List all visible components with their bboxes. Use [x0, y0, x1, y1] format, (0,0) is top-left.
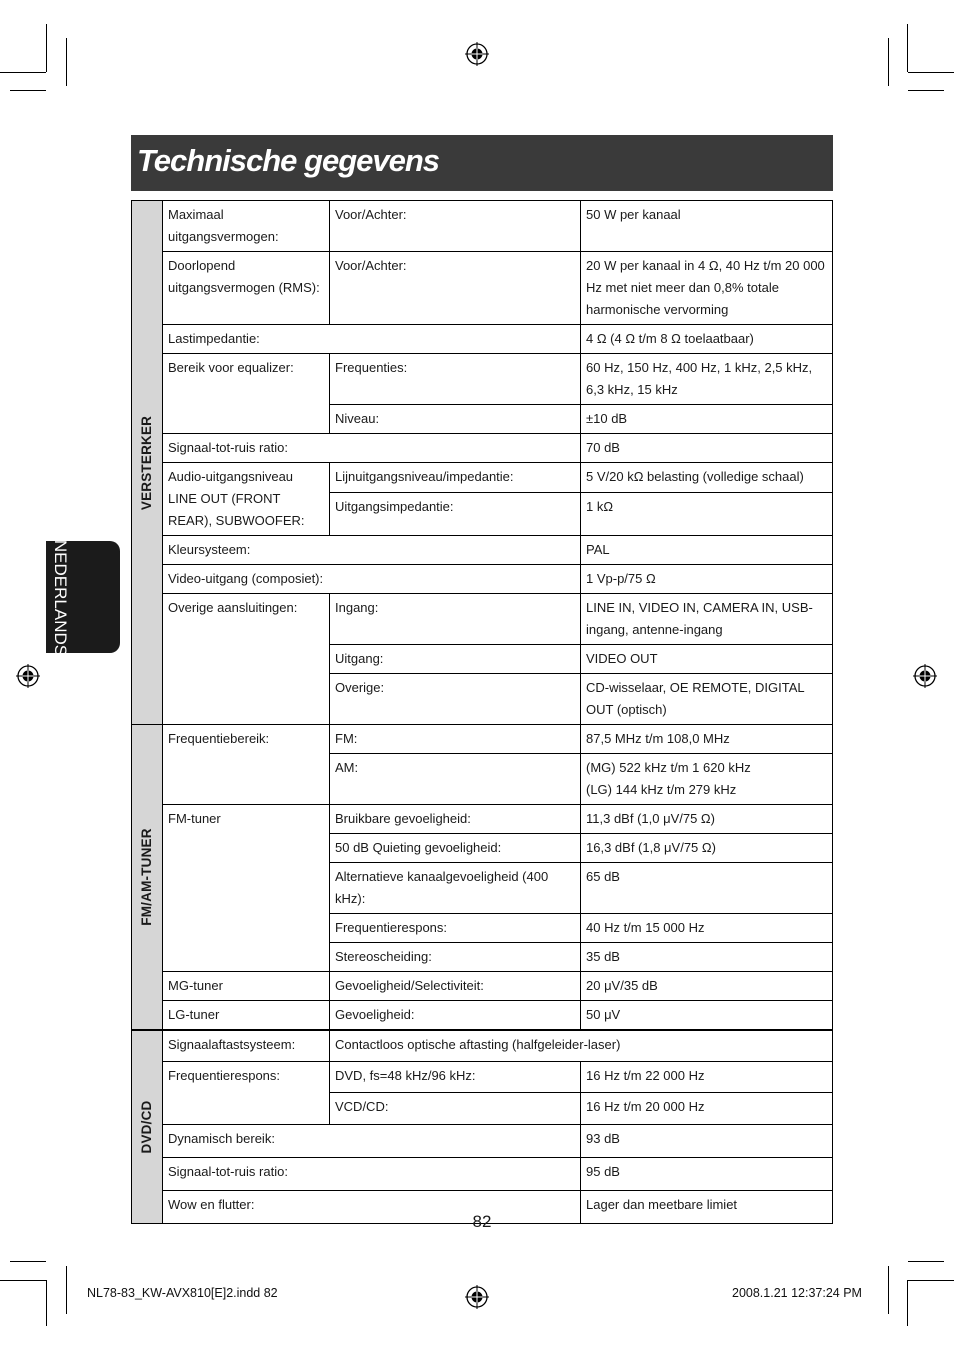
- spec-label: Frequentiebereik:: [163, 725, 330, 805]
- spec-sublabel: Voor/Achter:: [330, 252, 581, 325]
- registration-mark-icon: [465, 1285, 489, 1309]
- section-tuner: [132, 725, 163, 1031]
- spec-label: Wow en flutter:: [163, 1190, 581, 1223]
- crop-mark: [908, 72, 954, 73]
- spec-value: 35 dB: [581, 943, 833, 972]
- spec-value: Contactloos optische aftasting (halfgeleider-laser): [330, 1030, 833, 1061]
- table-row: [132, 565, 833, 594]
- footer-file-info: NL78-83_KW-AVX810[E]2.indd 82: [87, 1286, 278, 1300]
- registration-mark-icon: [465, 42, 489, 66]
- title-bar: [131, 135, 833, 191]
- crop-mark: [10, 1261, 46, 1262]
- spec-value: CD-wisselaar, OE REMOTE, DIGITAL OUT (optisch): [581, 674, 833, 725]
- section-dvd-cd: [132, 1030, 163, 1223]
- spec-label: Signaal-tot-ruis ratio:: [163, 1157, 581, 1190]
- table-row: [132, 434, 833, 463]
- table-row: [132, 972, 833, 1001]
- spec-value: 1 kΩ: [581, 492, 833, 535]
- crop-mark: [10, 90, 46, 91]
- spec-value: [581, 754, 833, 805]
- registration-mark-icon: [913, 664, 937, 688]
- section-label: DVD/CD: [139, 1100, 154, 1154]
- spec-sublabel: Frequenties:: [330, 354, 581, 405]
- spec-label: Overige aansluitingen:: [163, 594, 330, 725]
- crop-mark: [0, 1280, 46, 1281]
- spec-value: 95 dB: [581, 1157, 833, 1190]
- spec-value: 4 Ω (4 Ω t/m 8 Ω toelaatbaar): [581, 325, 833, 354]
- table-row: [132, 354, 833, 405]
- spec-value: Lager dan meetbare limiet: [581, 1190, 833, 1223]
- spec-label: Signaal-tot-ruis ratio:: [163, 434, 581, 463]
- spec-value: 16,3 dBf (1,8 μV/75 Ω): [581, 834, 833, 863]
- crop-mark: [907, 1280, 908, 1326]
- spec-value: 50 μV: [581, 1001, 833, 1031]
- spec-value: PAL: [581, 536, 833, 565]
- crop-mark: [66, 38, 67, 86]
- spec-value: 5 V/20 kΩ belasting (volledige schaal): [581, 463, 833, 493]
- table-row: [132, 725, 833, 754]
- spec-sublabel: Voor/Achter:: [330, 201, 581, 252]
- crop-mark: [888, 38, 889, 86]
- footer-timestamp: 2008.1.21 12:37:24 PM: [732, 1286, 862, 1300]
- spec-sublabel: Uitgang:: [330, 645, 581, 674]
- spec-sublabel: Alternatieve kanaalgevoeligheid (400 kHz):: [330, 863, 581, 914]
- crop-mark: [46, 1280, 47, 1326]
- spec-value: 20 μV/35 dB: [581, 972, 833, 1001]
- table-row: [132, 325, 833, 354]
- table-row: [132, 252, 833, 325]
- spec-sublabel: 50 dB Quieting gevoeligheid:: [330, 834, 581, 863]
- spec-label: Maximaal uitgangsvermogen:: [163, 201, 330, 252]
- spec-value-line: (LG) 144 kHz t/m 279 kHz: [586, 782, 737, 797]
- spec-value: 20 W per kanaal in 4 Ω, 40 Hz t/m 20 000 Hz met niet meer dan 0,8% totale harmonische vervorming: [581, 252, 833, 325]
- spec-label: Lastimpedantie:: [163, 325, 581, 354]
- spec-value: 11,3 dBf (1,0 μV/75 Ω): [581, 805, 833, 834]
- spec-sublabel: Uitgangsimpedantie:: [330, 492, 581, 535]
- spec-value: VIDEO OUT: [581, 645, 833, 674]
- spec-value: 70 dB: [581, 434, 833, 463]
- spec-sublabel: Lijnuitgangsniveau/impedantie:: [330, 463, 581, 493]
- spec-label: Signaalaftastsysteem:: [163, 1030, 330, 1061]
- spec-value: 65 dB: [581, 863, 833, 914]
- spec-sublabel: Gevoeligheid/Selectiviteit:: [330, 972, 581, 1001]
- spec-label: Video-uitgang (composiet):: [163, 565, 581, 594]
- spec-sublabel: Bruikbare gevoeligheid:: [330, 805, 581, 834]
- page-title: Technische gegevens: [137, 143, 440, 178]
- table-row: [132, 594, 833, 645]
- table-row: [132, 536, 833, 565]
- spec-label: Frequentierespons:: [163, 1061, 330, 1124]
- table-row: [132, 1001, 833, 1031]
- crop-mark: [908, 1261, 944, 1262]
- spec-value: ±10 dB: [581, 405, 833, 434]
- spec-value: LINE IN, VIDEO IN, CAMERA IN, USB-ingang, antenne-ingang: [581, 594, 833, 645]
- spec-label: Dynamisch bereik:: [163, 1124, 581, 1157]
- registration-mark-icon: [16, 664, 40, 688]
- crop-mark: [908, 90, 944, 91]
- spec-sublabel: Ingang:: [330, 594, 581, 645]
- spec-label: MG-tuner: [163, 972, 330, 1001]
- spec-value: 16 Hz t/m 22 000 Hz: [581, 1061, 833, 1092]
- table-row: [132, 1030, 833, 1061]
- crop-mark: [908, 1280, 954, 1281]
- spec-sublabel: Niveau:: [330, 405, 581, 434]
- spec-label: Kleursysteem:: [163, 536, 581, 565]
- language-tab-label: NEDERLANDS: [51, 539, 70, 657]
- spec-value: 60 Hz, 150 Hz, 400 Hz, 1 kHz, 2,5 kHz, 6,3 kHz, 15 kHz: [581, 354, 833, 405]
- spec-label: Bereik voor equalizer:: [163, 354, 330, 434]
- spec-sublabel: VCD/CD:: [330, 1092, 581, 1124]
- spec-table: [131, 200, 833, 1224]
- spec-label: Doorlopend uitgangsvermogen (RMS):: [163, 252, 330, 325]
- spec-value: 1 Vp-p/75 Ω: [581, 565, 833, 594]
- spec-sublabel: AM:: [330, 754, 581, 805]
- table-row: [132, 1124, 833, 1157]
- spec-sublabel: Frequentierespons:: [330, 914, 581, 943]
- spec-sublabel: FM:: [330, 725, 581, 754]
- table-row: [132, 1157, 833, 1190]
- table-row: [132, 805, 833, 834]
- crop-mark: [46, 24, 47, 72]
- table-row: [132, 463, 833, 493]
- spec-sublabel: Gevoeligheid:: [330, 1001, 581, 1031]
- spec-value-line: (MG) 522 kHz t/m 1 620 kHz: [586, 760, 751, 775]
- spec-value: 40 Hz t/m 15 000 Hz: [581, 914, 833, 943]
- spec-label: LG-tuner: [163, 1001, 330, 1031]
- spec-value: 16 Hz t/m 20 000 Hz: [581, 1092, 833, 1124]
- spec-value: 93 dB: [581, 1124, 833, 1157]
- crop-mark: [888, 1266, 889, 1314]
- spec-sublabel: Stereoscheiding:: [330, 943, 581, 972]
- page-number: 82: [472, 1212, 492, 1231]
- spec-sublabel: DVD, fs=48 kHz/96 kHz:: [330, 1061, 581, 1092]
- crop-mark: [66, 1266, 67, 1314]
- spec-label: FM-tuner: [163, 805, 330, 972]
- table-row: [132, 1061, 833, 1092]
- spec-label: Audio-uitgangsniveau LINE OUT (FRONT REAR), SUBWOOFER:: [163, 463, 330, 536]
- section-label: FM/AM-TUNER: [139, 828, 154, 926]
- crop-mark: [907, 24, 908, 72]
- section-label: VERSTERKER: [139, 415, 154, 510]
- spec-sublabel: Overige:: [330, 674, 581, 725]
- crop-mark: [0, 72, 46, 73]
- table-row: [132, 201, 833, 252]
- spec-value: 87,5 MHz t/m 108,0 MHz: [581, 725, 833, 754]
- spec-value: 50 W per kanaal: [581, 201, 833, 252]
- section-amplifier: [132, 201, 163, 725]
